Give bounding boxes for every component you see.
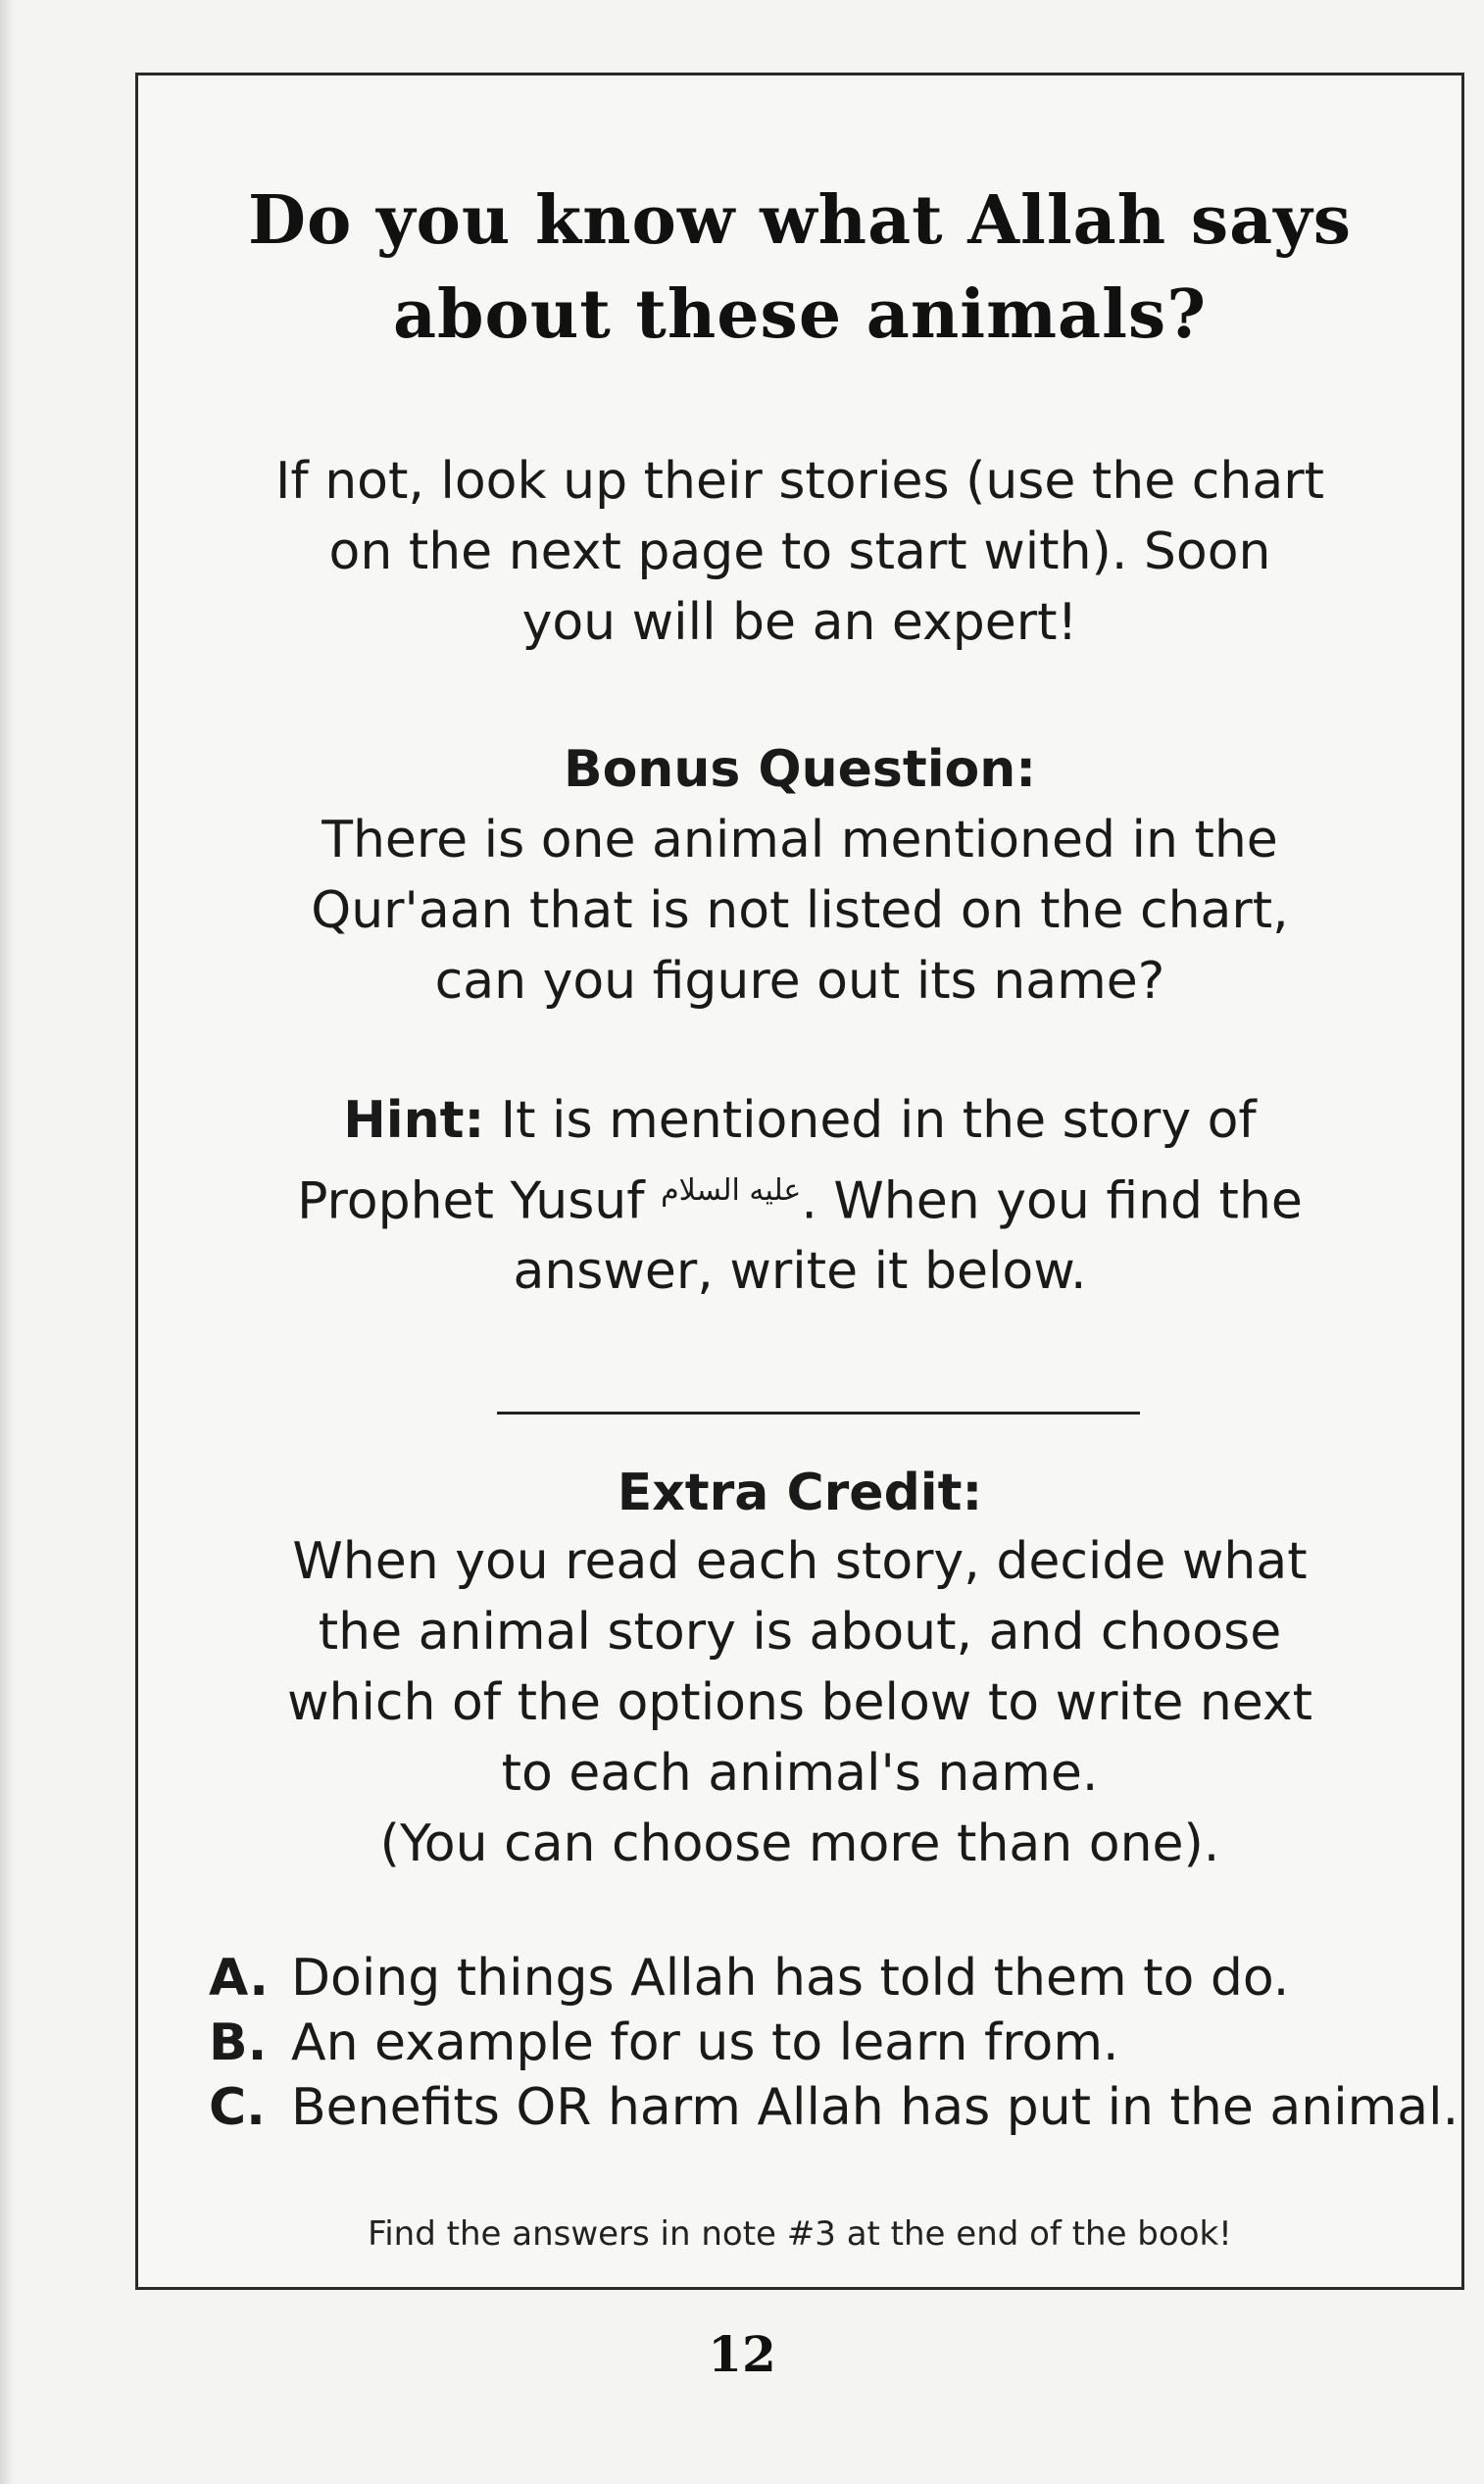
hint-line-1 (138, 1085, 1461, 1156)
intro-line: you will be an expert! (521, 593, 1078, 652)
title-line-2: about these animals? (392, 275, 1208, 354)
hint-paragraph (138, 1085, 1461, 1307)
option-text: Doing things Allah has told them to do. (291, 1949, 1290, 2008)
option-letter: B. (209, 2013, 268, 2072)
option-text: Benefits OR harm Allah has put in the animal. (291, 2078, 1459, 2137)
extra-line: to each animal's name. (501, 1744, 1099, 1803)
hint-label: Hint: (343, 1091, 485, 1150)
page-edge-shadow (0, 0, 14, 2484)
extra-credit-text (138, 1526, 1461, 1879)
extra-line: the animal story is about, and choose (318, 1603, 1282, 1662)
option-item (209, 2011, 1444, 2075)
intro-line: on the next page to start with). Soon (328, 522, 1271, 581)
option-item (209, 2075, 1459, 2140)
intro-paragraph (138, 446, 1461, 658)
page-number: 12 (708, 2325, 776, 2383)
bonus-line: There is one animal mentioned in the (322, 811, 1278, 869)
extra-credit-heading: Extra Credit: (617, 1464, 983, 1522)
bonus-question-heading: Bonus Question: (563, 740, 1037, 799)
hint-text: Prophet Yusuf (297, 1171, 662, 1231)
honorific-arabic: عليه السلام (661, 1173, 802, 1208)
extra-line: (You can choose more than one). (379, 1814, 1220, 1873)
intro-line: If not, look up their stories (use the chart (275, 452, 1324, 511)
hint-text: . When you find the (801, 1171, 1303, 1231)
bonus-line: Qur'aan that is not listed on the chart, (311, 881, 1289, 940)
answer-write-line[interactable] (497, 1412, 1140, 1415)
hint-text: It is mentioned in the story of (484, 1091, 1257, 1150)
title-line-1: Do you know what Allah says (248, 181, 1352, 260)
options-list (209, 1946, 1459, 2140)
option-letter: A. (209, 1949, 269, 2008)
hint-line-2 (138, 1156, 1461, 1236)
option-text: An example for us to learn from. (291, 2013, 1119, 2072)
option-item (209, 1946, 1444, 2011)
page-title (138, 174, 1461, 362)
content-frame (135, 73, 1464, 2290)
answers-footnote: Find the answers in note #3 at the end of the book! (368, 2214, 1232, 2254)
hint-line-3: answer, write it below. (513, 1242, 1087, 1302)
bonus-question-text (138, 805, 1461, 1017)
bonus-line: can you figure out its name? (434, 952, 1165, 1011)
option-letter: C. (209, 2078, 266, 2137)
extra-line: When you read each story, decide what (292, 1532, 1308, 1591)
extra-line: which of the options below to write next (286, 1673, 1313, 1732)
